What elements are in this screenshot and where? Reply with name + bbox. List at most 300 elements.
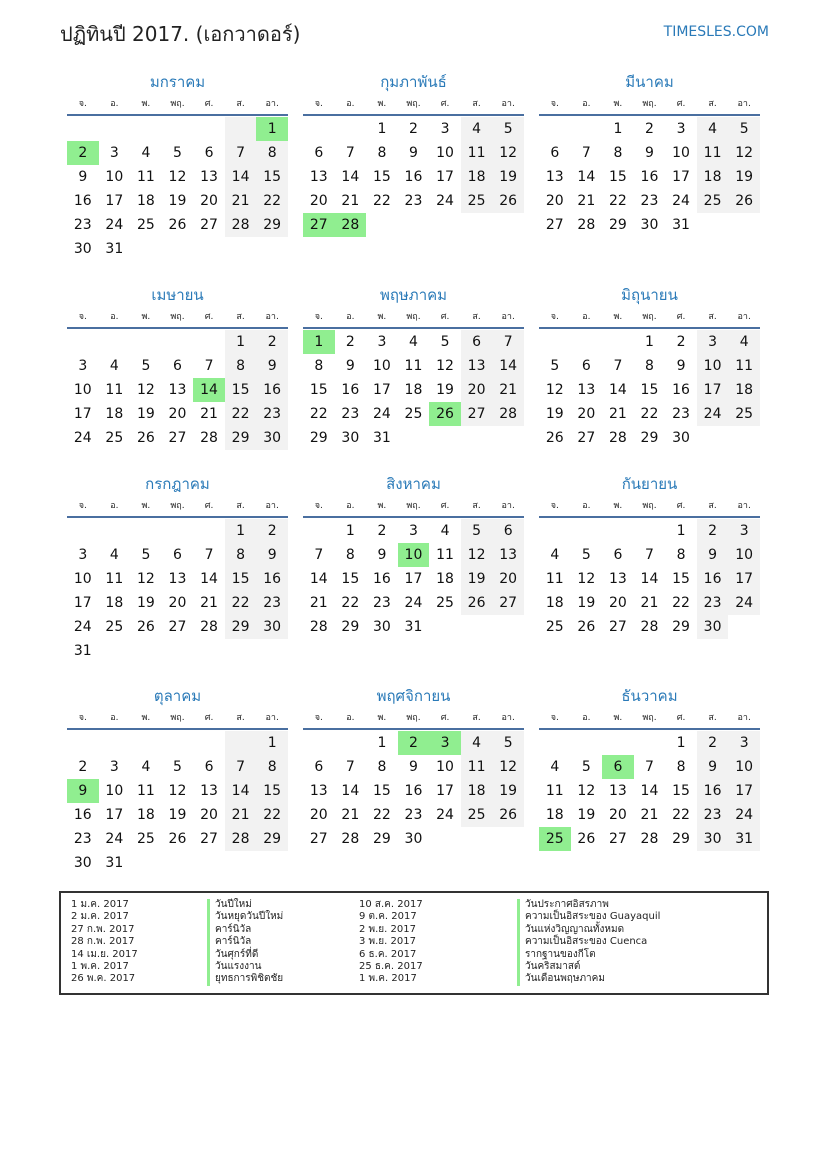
weekday-label: อา. bbox=[265, 312, 279, 322]
day-cell: 23 bbox=[640, 193, 659, 209]
day-cell: 16 bbox=[697, 779, 729, 803]
empty-cell bbox=[99, 330, 131, 354]
holiday-day-cell: 3 bbox=[429, 731, 461, 755]
weekday-label: พ. bbox=[377, 713, 387, 723]
day-cell: 15 bbox=[256, 165, 288, 189]
day-cell: 27 bbox=[309, 831, 328, 847]
day-cell: 31 bbox=[105, 855, 124, 871]
day-cell: 7 bbox=[204, 358, 214, 374]
day-cell: 11 bbox=[697, 141, 729, 165]
day-cell: 20 bbox=[545, 193, 564, 209]
day-cell: 23 bbox=[73, 217, 92, 233]
day-cell: 25 bbox=[461, 803, 493, 827]
legend-dates-col-2 bbox=[359, 899, 423, 986]
day-cell: 11 bbox=[545, 783, 564, 799]
day-cell: 9 bbox=[676, 358, 686, 374]
day-cell: 19 bbox=[168, 193, 187, 209]
day-cell: 5 bbox=[581, 759, 591, 775]
empty-cell bbox=[571, 731, 603, 755]
day-cell: 3 bbox=[109, 145, 119, 161]
empty-cell bbox=[67, 117, 99, 141]
day-cell: 19 bbox=[168, 807, 187, 823]
day-cell: 7 bbox=[645, 759, 654, 775]
weekday-header bbox=[303, 496, 524, 518]
day-cell: 11 bbox=[436, 547, 454, 563]
day-cell: 19 bbox=[436, 382, 454, 398]
empty-cell bbox=[162, 519, 194, 543]
day-cell: 16 bbox=[341, 382, 360, 398]
empty-cell bbox=[335, 117, 367, 141]
holiday-day-cell: 9 bbox=[67, 779, 99, 803]
weekday-header bbox=[67, 94, 288, 116]
day-cell: 22 bbox=[225, 591, 257, 615]
day-cell: 25 bbox=[404, 406, 423, 422]
day-cell: 11 bbox=[105, 571, 124, 587]
day-cell: 30 bbox=[256, 426, 288, 450]
day-cell: 12 bbox=[728, 141, 760, 165]
day-cell: 13 bbox=[608, 783, 627, 799]
days-grid bbox=[539, 330, 760, 450]
day-cell: 21 bbox=[309, 595, 328, 611]
month-block bbox=[539, 283, 760, 450]
day-cell: 12 bbox=[492, 755, 524, 779]
weekday-label: ส. bbox=[708, 312, 717, 322]
day-cell: 11 bbox=[461, 141, 493, 165]
empty-cell bbox=[193, 519, 225, 543]
day-cell: 7 bbox=[492, 330, 524, 354]
weekday-label: พฤ. bbox=[406, 99, 421, 109]
day-cell: 8 bbox=[225, 543, 257, 567]
day-cell: 19 bbox=[492, 779, 524, 803]
day-cell: 14 bbox=[640, 783, 659, 799]
day-cell: 24 bbox=[697, 402, 729, 426]
month-name: กุมภาพันธ์ bbox=[380, 73, 447, 91]
day-cell: 14 bbox=[640, 571, 659, 587]
day-cell: 21 bbox=[640, 807, 659, 823]
day-cell: 9 bbox=[345, 358, 355, 374]
day-cell: 10 bbox=[105, 783, 124, 799]
day-cell: 19 bbox=[577, 595, 596, 611]
day-cell: 24 bbox=[105, 217, 124, 233]
month-name: กันยายน bbox=[621, 475, 678, 493]
day-cell: 28 bbox=[200, 430, 218, 446]
day-cell: 15 bbox=[256, 779, 288, 803]
weekday-label: จ. bbox=[550, 713, 559, 723]
day-cell: 8 bbox=[256, 141, 288, 165]
empty-cell bbox=[539, 117, 571, 141]
day-cell: 13 bbox=[577, 382, 596, 398]
empty-cell bbox=[162, 117, 194, 141]
day-cell: 18 bbox=[105, 406, 124, 422]
day-cell: 29 bbox=[608, 217, 627, 233]
day-cell: 11 bbox=[404, 358, 423, 374]
day-cell: 7 bbox=[613, 358, 623, 374]
weekday-header bbox=[67, 307, 288, 329]
weekday-label: อ. bbox=[346, 713, 355, 723]
day-cell: 26 bbox=[492, 803, 524, 827]
weekday-label: พ. bbox=[141, 99, 151, 109]
weekday-label: ส. bbox=[472, 99, 481, 109]
day-cell: 6 bbox=[314, 145, 324, 161]
weekday-header bbox=[303, 708, 524, 730]
empty-cell bbox=[303, 519, 335, 543]
day-cell: 5 bbox=[728, 117, 760, 141]
legend-names-col-1 bbox=[207, 899, 283, 986]
holiday-day-cell: 10 bbox=[398, 543, 430, 567]
day-cell: 16 bbox=[256, 378, 288, 402]
weekday-label: พ. bbox=[377, 501, 387, 511]
holiday-day-cell: 6 bbox=[602, 755, 634, 779]
day-cell: 17 bbox=[372, 382, 391, 398]
day-cell: 9 bbox=[78, 169, 88, 185]
weekday-label: พ. bbox=[141, 501, 151, 511]
day-cell: 10 bbox=[728, 755, 760, 779]
empty-cell bbox=[539, 731, 571, 755]
empty-cell bbox=[602, 731, 634, 755]
weekday-label: จ. bbox=[550, 501, 559, 511]
month-block bbox=[67, 70, 288, 261]
day-cell: 21 bbox=[225, 189, 257, 213]
day-cell: 10 bbox=[105, 169, 124, 185]
weekday-label: อา. bbox=[265, 713, 279, 723]
day-cell: 12 bbox=[168, 169, 187, 185]
day-cell: 7 bbox=[581, 145, 591, 161]
day-cell: 20 bbox=[608, 807, 627, 823]
day-cell: 24 bbox=[105, 831, 124, 847]
day-cell: 4 bbox=[141, 759, 151, 775]
day-cell: 29 bbox=[256, 213, 288, 237]
day-cell: 5 bbox=[173, 145, 182, 161]
day-cell: 4 bbox=[728, 330, 760, 354]
day-cell: 8 bbox=[345, 547, 355, 563]
day-cell: 19 bbox=[577, 807, 596, 823]
day-cell: 24 bbox=[672, 193, 690, 209]
empty-cell bbox=[99, 117, 131, 141]
weekday-label: อา. bbox=[265, 501, 279, 511]
legend-date: 10 ส.ค. 2017 bbox=[359, 899, 423, 910]
day-cell: 24 bbox=[372, 406, 391, 422]
day-cell: 3 bbox=[697, 330, 729, 354]
days-grid bbox=[303, 731, 524, 851]
day-cell: 14 bbox=[492, 354, 524, 378]
day-cell: 20 bbox=[200, 193, 218, 209]
weekday-label: พฤ. bbox=[642, 713, 657, 723]
day-cell: 2 bbox=[78, 759, 88, 775]
day-cell: 25 bbox=[461, 189, 493, 213]
legend-date: 1 พ.ค. 2017 bbox=[71, 961, 129, 973]
day-cell: 5 bbox=[550, 358, 560, 374]
day-cell: 1 bbox=[377, 735, 387, 751]
day-cell: 3 bbox=[440, 121, 450, 137]
day-cell: 28 bbox=[200, 619, 218, 635]
day-cell: 17 bbox=[697, 378, 729, 402]
empty-cell bbox=[67, 330, 99, 354]
weekday-label: จ. bbox=[314, 713, 323, 723]
legend-holiday-name: ความเป็นอิสระของ Guayaquil bbox=[517, 911, 660, 923]
day-cell: 10 bbox=[436, 759, 454, 775]
day-cell: 2 bbox=[697, 731, 729, 755]
day-cell: 18 bbox=[436, 571, 454, 587]
day-cell: 11 bbox=[105, 382, 124, 398]
day-cell: 7 bbox=[204, 547, 214, 563]
day-cell: 4 bbox=[550, 547, 560, 563]
legend-date: 9 ต.ค. 2017 bbox=[359, 911, 417, 923]
day-cell: 10 bbox=[73, 382, 92, 398]
day-cell: 19 bbox=[728, 165, 760, 189]
weekday-header bbox=[67, 496, 288, 518]
weekday-label: จ. bbox=[78, 501, 87, 511]
month-block bbox=[303, 684, 524, 851]
empty-cell bbox=[162, 330, 194, 354]
day-cell: 12 bbox=[136, 382, 155, 398]
day-cell: 12 bbox=[577, 783, 596, 799]
weekday-header bbox=[67, 708, 288, 730]
day-cell: 19 bbox=[136, 406, 155, 422]
day-cell: 13 bbox=[461, 354, 493, 378]
day-cell: 28 bbox=[577, 217, 596, 233]
weekday-label: อ. bbox=[110, 312, 119, 322]
day-cell: 16 bbox=[73, 807, 92, 823]
days-grid bbox=[539, 731, 760, 851]
weekday-label: จ. bbox=[314, 312, 323, 322]
day-cell: 26 bbox=[577, 619, 596, 635]
day-cell: 18 bbox=[461, 165, 493, 189]
weekday-label: พ. bbox=[141, 312, 151, 322]
day-cell: 25 bbox=[728, 402, 760, 426]
day-cell: 6 bbox=[613, 547, 623, 563]
day-cell: 15 bbox=[672, 571, 690, 587]
day-cell: 5 bbox=[461, 519, 493, 543]
empty-cell bbox=[634, 731, 666, 755]
day-cell: 7 bbox=[225, 141, 257, 165]
empty-cell bbox=[539, 519, 571, 543]
legend-date: 1 พ.ค. 2017 bbox=[359, 973, 417, 985]
day-cell: 30 bbox=[372, 619, 391, 635]
holiday-day-cell: 28 bbox=[335, 213, 367, 237]
day-cell: 18 bbox=[697, 165, 729, 189]
month-block bbox=[303, 472, 524, 639]
day-cell: 29 bbox=[640, 430, 659, 446]
weekday-label: พ. bbox=[613, 99, 623, 109]
day-cell: 19 bbox=[136, 595, 155, 611]
legend-holiday-name: วันคริสมาสต์ bbox=[517, 961, 660, 973]
day-cell: 23 bbox=[73, 831, 92, 847]
day-cell: 7 bbox=[225, 755, 257, 779]
day-cell: 31 bbox=[105, 241, 124, 257]
day-cell: 8 bbox=[256, 755, 288, 779]
day-cell: 6 bbox=[314, 759, 324, 775]
weekday-label: จ. bbox=[550, 99, 559, 109]
legend-date: 14 เม.ย. 2017 bbox=[71, 948, 138, 960]
day-cell: 18 bbox=[545, 595, 564, 611]
weekday-label: พ. bbox=[377, 312, 387, 322]
day-cell: 4 bbox=[461, 731, 493, 755]
day-cell: 31 bbox=[372, 430, 391, 446]
day-cell: 18 bbox=[404, 382, 423, 398]
day-cell: 4 bbox=[461, 117, 493, 141]
day-cell: 5 bbox=[440, 334, 450, 350]
day-cell: 21 bbox=[608, 406, 627, 422]
legend-holiday-name: คาร์นิวัล bbox=[207, 924, 283, 936]
day-cell: 23 bbox=[672, 406, 690, 422]
day-cell: 20 bbox=[608, 595, 627, 611]
empty-cell bbox=[571, 117, 603, 141]
day-cell: 27 bbox=[608, 619, 627, 635]
day-cell: 1 bbox=[676, 735, 686, 751]
weekday-label: อ. bbox=[582, 501, 591, 511]
day-cell: 17 bbox=[105, 807, 124, 823]
legend-date: 25 ธ.ค. 2017 bbox=[359, 961, 423, 973]
empty-cell bbox=[193, 330, 225, 354]
day-cell: 28 bbox=[640, 831, 659, 847]
weekday-label: พฤ. bbox=[406, 713, 421, 723]
day-cell: 4 bbox=[409, 334, 418, 350]
weekday-label: อ. bbox=[110, 99, 119, 109]
day-cell: 22 bbox=[372, 193, 391, 209]
day-cell: 14 bbox=[577, 169, 596, 185]
day-cell: 8 bbox=[377, 759, 387, 775]
day-cell: 23 bbox=[404, 807, 423, 823]
day-cell: 2 bbox=[645, 121, 654, 137]
day-cell: 10 bbox=[697, 354, 729, 378]
day-cell: 15 bbox=[225, 567, 257, 591]
weekday-label: ส. bbox=[472, 501, 481, 511]
day-cell: 22 bbox=[341, 595, 360, 611]
day-cell: 18 bbox=[461, 779, 493, 803]
holiday-day-cell: 2 bbox=[398, 731, 430, 755]
day-cell: 16 bbox=[73, 193, 92, 209]
day-cell: 21 bbox=[200, 595, 218, 611]
day-cell: 10 bbox=[73, 571, 92, 587]
day-cell: 8 bbox=[377, 145, 387, 161]
day-cell: 4 bbox=[109, 547, 119, 563]
legend-holiday-name: วันแรงงาน bbox=[207, 961, 283, 973]
day-cell: 30 bbox=[73, 855, 92, 871]
day-cell: 28 bbox=[309, 619, 328, 635]
day-cell: 2 bbox=[256, 519, 288, 543]
day-cell: 16 bbox=[672, 382, 690, 398]
day-cell: 2 bbox=[676, 334, 686, 350]
legend-holiday-name: ความเป็นอิสระของ Cuenca bbox=[517, 936, 660, 948]
day-cell: 6 bbox=[461, 330, 493, 354]
day-cell: 14 bbox=[225, 779, 257, 803]
holiday-day-cell: 1 bbox=[256, 117, 288, 141]
day-cell: 6 bbox=[550, 145, 560, 161]
day-cell: 4 bbox=[697, 117, 729, 141]
day-cell: 1 bbox=[645, 334, 654, 350]
day-cell: 31 bbox=[73, 643, 92, 659]
day-cell: 26 bbox=[545, 430, 564, 446]
day-cell: 8 bbox=[676, 547, 686, 563]
weekday-label: อา. bbox=[501, 501, 515, 511]
day-cell: 17 bbox=[728, 567, 760, 591]
day-cell: 25 bbox=[545, 619, 564, 635]
site-link[interactable]: TIMESLES.COM bbox=[663, 24, 769, 40]
day-cell: 6 bbox=[492, 519, 524, 543]
day-cell: 12 bbox=[461, 543, 493, 567]
day-cell: 30 bbox=[672, 430, 690, 446]
day-cell: 28 bbox=[640, 619, 659, 635]
weekday-label: ส. bbox=[236, 99, 245, 109]
weekday-label: ศ. bbox=[676, 99, 686, 109]
weekday-label: ศ. bbox=[204, 99, 214, 109]
day-cell: 13 bbox=[309, 783, 328, 799]
day-cell: 10 bbox=[372, 358, 391, 374]
weekday-label: พ. bbox=[613, 501, 623, 511]
month-name: มีนาคม bbox=[625, 73, 674, 91]
month-block bbox=[303, 283, 524, 450]
day-cell: 14 bbox=[608, 382, 627, 398]
weekday-label: อ. bbox=[346, 312, 355, 322]
day-cell: 21 bbox=[200, 406, 218, 422]
day-cell: 22 bbox=[608, 193, 627, 209]
day-cell: 9 bbox=[256, 543, 288, 567]
days-grid bbox=[67, 731, 288, 875]
day-cell: 30 bbox=[697, 615, 729, 639]
day-cell: 29 bbox=[372, 831, 391, 847]
month-name: พฤษภาคม bbox=[379, 286, 448, 304]
legend-holiday-name: วันศุกร์ที่ดี bbox=[207, 949, 283, 961]
weekday-label: ศ. bbox=[204, 312, 214, 322]
days-grid bbox=[303, 519, 524, 639]
day-cell: 26 bbox=[492, 189, 524, 213]
empty-cell bbox=[130, 519, 162, 543]
day-cell: 23 bbox=[697, 803, 729, 827]
day-cell: 9 bbox=[409, 145, 418, 161]
day-cell: 2 bbox=[697, 519, 729, 543]
days-grid bbox=[303, 330, 524, 450]
weekday-label: พฤ. bbox=[406, 501, 421, 511]
day-cell: 4 bbox=[141, 145, 151, 161]
empty-cell bbox=[571, 330, 603, 354]
day-cell: 18 bbox=[136, 807, 155, 823]
weekday-label: ส. bbox=[236, 501, 245, 511]
month-name: สิงหาคม bbox=[386, 475, 441, 493]
weekday-label: อา. bbox=[737, 99, 751, 109]
weekday-label: พฤ. bbox=[170, 99, 185, 109]
weekday-label: พฤ. bbox=[170, 713, 185, 723]
day-cell: 29 bbox=[309, 430, 328, 446]
month-block bbox=[67, 283, 288, 450]
day-cell: 25 bbox=[105, 430, 124, 446]
weekday-header bbox=[303, 307, 524, 329]
day-cell: 2 bbox=[256, 330, 288, 354]
day-cell: 9 bbox=[697, 755, 729, 779]
day-cell: 4 bbox=[550, 759, 560, 775]
legend-date: 3 พ.ย. 2017 bbox=[359, 936, 416, 948]
day-cell: 3 bbox=[78, 358, 88, 374]
holiday-day-cell: 25 bbox=[539, 827, 571, 851]
month-name: กรกฎาคม bbox=[145, 475, 210, 493]
day-cell: 3 bbox=[676, 121, 686, 137]
day-cell: 22 bbox=[672, 595, 690, 611]
day-cell: 20 bbox=[309, 807, 328, 823]
day-cell: 24 bbox=[436, 193, 454, 209]
day-cell: 2 bbox=[345, 334, 355, 350]
day-cell: 25 bbox=[136, 831, 155, 847]
day-cell: 20 bbox=[461, 378, 493, 402]
weekday-label: อ. bbox=[582, 99, 591, 109]
day-cell: 13 bbox=[608, 571, 627, 587]
weekday-label: พฤ. bbox=[406, 312, 421, 322]
empty-cell bbox=[225, 731, 257, 755]
weekday-label: พฤ. bbox=[642, 312, 657, 322]
day-cell: 13 bbox=[168, 382, 187, 398]
day-cell: 17 bbox=[73, 406, 92, 422]
day-cell: 5 bbox=[581, 547, 591, 563]
day-cell: 22 bbox=[256, 189, 288, 213]
day-cell: 26 bbox=[136, 430, 155, 446]
